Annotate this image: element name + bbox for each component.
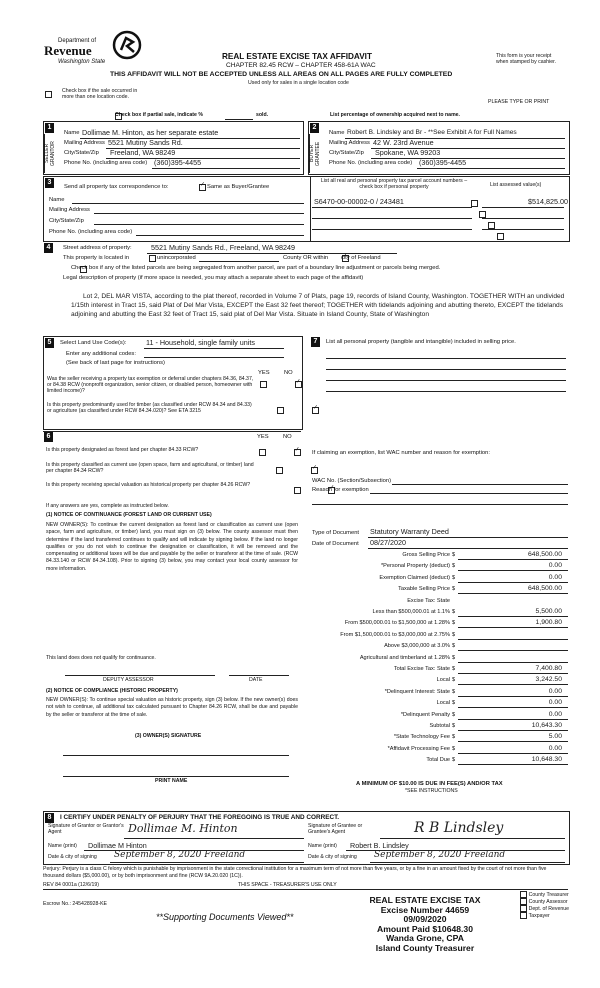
buyer-name-field[interactable]: Robert B. Lindsley and Br - **See Exhibit A for Full Names [347, 129, 517, 136]
buyer-city-field[interactable]: Spokane, WA 99203 [375, 148, 441, 157]
buyer-name-label: Name [329, 130, 345, 136]
sec5-q1: Was the seller receiving a property tax exemption or deferral under chapters 84.36, 84.37, or 84.38 RCW (nonprofit organization, senior citizen, or disabled person, homeowner with limited income)? [47, 376, 254, 394]
wac-label: WAC No. (Section/Subsection) [312, 478, 392, 484]
tax-row-value[interactable]: 0.00 [548, 573, 562, 581]
tax-row-dollar: $ [452, 643, 456, 650]
sec6-q2-yes[interactable] [276, 467, 283, 474]
dept-revenue-label: Dept. of Revenue [528, 906, 570, 913]
correspondence-label: Send all property tax correspondence to: [64, 184, 169, 190]
forest-current-use-section [43, 431, 301, 791]
county-treasurer-checkbox[interactable] [520, 891, 527, 898]
reason-field[interactable] [370, 493, 568, 494]
same-as-buyer-checkbox[interactable] [199, 184, 206, 191]
notice2-body: NEW OWNER(S): To continue special valuation as historic property, sign (3) below. If the new owner(s) does not wish to continue, all additional tax calculated pursuant to Chapter 84.26 RCW, shall be due and payable by the seller or transferor at the time of sale. [46, 697, 298, 718]
minimum-note: A MINIMUM OF $10.00 IS DUE IN FEE(S) AND/OR TAX [356, 781, 503, 787]
personal-property-section [310, 336, 568, 400]
print-name-label: PRINT NAME [155, 778, 188, 784]
section-6-number: 6 [44, 432, 53, 442]
segregated-label: Check box if any of the listed parcels are being segregated from another parcel, are part of a boundary line adjustment or parcels being merged. [71, 265, 441, 271]
tax-row-label: Exemption Claimed (deduct) [379, 574, 450, 581]
wac-field[interactable] [392, 484, 568, 485]
located-in-label: This property is located in [63, 255, 130, 261]
tax-row-dollar: $ [452, 654, 456, 661]
tax-row-dollar: $ [452, 620, 456, 627]
type-print-note: PLEASE TYPE OR PRINT [488, 99, 550, 105]
tax-row-line [458, 673, 568, 674]
sec6-q1-yes[interactable] [259, 449, 266, 456]
tax-row-label: From $1,500,000.01 to $3,000,000 at 2.75% [340, 631, 450, 638]
street-field[interactable]: 5521 Mutiny Sands Rd., Freeland, WA 98249 [151, 243, 295, 252]
section-1-number: 1 [45, 123, 54, 133]
tax-row-label: *Personal Property (deduct) [380, 563, 450, 570]
county-treasurer-label: County Treasurer [528, 892, 569, 899]
certify-statement: I CERTIFY UNDER PENALTY OF PERJURY THAT THE FOREGOING IS TRUE AND CORRECT. [60, 814, 340, 821]
dept-line2: Revenue [44, 43, 92, 58]
county-assessor-checkbox[interactable] [520, 898, 527, 905]
tax-row-line [458, 719, 568, 720]
corr-phone-field[interactable] [136, 235, 304, 236]
seller-section [43, 121, 304, 175]
grantor-sig-label: Signature of Grantor or Grantor's Agent [48, 823, 124, 835]
tax-row-value[interactable]: 0.00 [548, 699, 562, 707]
tax-row-value[interactable]: 1,900.80 [535, 619, 562, 627]
street-label: Street address of property: [63, 245, 132, 251]
see-back-note: (See back of last page for instructions) [66, 360, 165, 366]
stamp-line-6: Island County Treasurer [375, 942, 475, 953]
tax-row-label: *State Technology Fee [393, 734, 450, 741]
legal-desc-label: Legal description of property (if more space is needed, you may attach a separate sheet to each page of the affidavit) [63, 275, 364, 281]
seller-city-field[interactable]: Freeland, WA 98249 [110, 148, 176, 157]
sec6-q2-no[interactable] [311, 467, 318, 474]
sec6-q3-yes[interactable] [294, 487, 301, 494]
corr-addr-label: Mailing Address [49, 207, 90, 213]
tax-row-line [458, 639, 568, 640]
dept-line3: Washington State [58, 59, 106, 65]
tax-row-label: Local [436, 677, 450, 684]
property-section [43, 243, 568, 331]
tax-row-value[interactable]: 5,500.00 [535, 608, 562, 615]
section-2-number: 2 [310, 123, 319, 133]
pct-ownership-note: List percentage of ownership acquired next to name. [330, 112, 461, 118]
deputy-label: DEPUTY ASSESSOR [103, 677, 154, 683]
tax-row-label: Above $3,000,000 at 3.0% [384, 643, 450, 650]
tax-calculation-table [312, 552, 568, 792]
parcel-1-checkbox[interactable] [471, 200, 478, 207]
notice1-body: NEW OWNER(S): To continue the current designation as forest land or classification as current use (open space, farm and agriculture, or timber) land, you must sign on (3) below. The county assessor must then determine if the land transferred continues to qualify and will indicate by signing below. If the land no longer qualifies or you do not wish to continue the designation or classification, it will be removed and the compensating or additional taxes will be due and payable by the seller or transferor at the time of sale. (RCW 84.33.140 or RCW 84.34.108). Prior to signing (3) below, you may contact your local county assessor for more information. [46, 522, 298, 572]
stamp-line-5: Wanda Grone, CPA [386, 933, 464, 944]
tax-row-line [458, 753, 568, 754]
sec5-q2: Is this property predominantly used for timber (as classified under RCW 84.34 and 84.33) or agriculture (as classified under RCW 84.34.020)? See ETA 3215 [47, 402, 252, 414]
seller-city-label: City/State/Zip [64, 150, 99, 156]
dept-line1: Department of [58, 38, 97, 44]
parcel-3-checkbox[interactable] [488, 222, 495, 229]
tax-row-line [458, 684, 568, 685]
perjury-statement: Perjury: Perjury is a class C felony which is punishable by imprisonment in the state correctional institution for a maximum term of not more than five years, or by a fine in an amount fixed by the court of not more than five thousand dollars ($5,000.00), or by both imprisonment and fine (RCW 9A.20.020 (1C)). [43, 866, 547, 879]
notice2-title: (2) NOTICE OF COMPLIANCE (HISTORIC PROPERTY) [46, 688, 178, 694]
tax-row-dollar: $ [452, 631, 456, 638]
corr-name-label: Name [49, 197, 65, 203]
tax-row-value[interactable]: 10,648.30 [531, 756, 562, 764]
grantor-signature[interactable]: Dollimae M. Hinton [128, 822, 238, 835]
personal-prop-label: List all personal property (tangible and intangible) included in selling price. [326, 339, 516, 345]
tax-row-value[interactable]: 0.00 [548, 687, 562, 695]
tax-row-value[interactable]: 5.00 [548, 733, 562, 741]
same-as-buyer-label: Same as Buyer/Grantee [207, 184, 270, 190]
sec6-q1-no[interactable] [294, 449, 301, 456]
stamp-line-4: Amount Paid $10648.30 [376, 923, 473, 934]
correspondence-section [43, 176, 570, 242]
grantor-date-label: Date & city of signing [48, 854, 97, 860]
tax-row-value[interactable]: 0.00 [548, 562, 562, 570]
receipt-note-2: when stamped by cashier. [496, 59, 556, 65]
tax-row-line [458, 741, 568, 742]
grantee-print-name[interactable]: Robert B. Lindsley [350, 841, 409, 850]
if-yes-note: If any answers are yes, complete as instructed below. [46, 503, 169, 509]
sold-label: sold. [256, 112, 269, 118]
sec5-q1-no[interactable] [295, 381, 302, 388]
see-instructions-note: *SEE INSTRUCTIONS [405, 788, 458, 794]
usage-note: Used only for sales in a single location code [248, 80, 349, 86]
section-5-number: 5 [45, 338, 54, 348]
section-8-number: 8 [45, 813, 54, 823]
tax-row-line [458, 662, 568, 663]
buyer-city-label: City/State/Zip [329, 150, 364, 156]
buyer-addr-field[interactable]: 42 W. 23rd Avenue [373, 138, 434, 147]
stamp-line-3: 09/09/2020 [403, 914, 447, 925]
sec6-q2: Is this property classified as current use (open space, farm and agricultural, or timber) land per chapter 84.34 RCW? [46, 462, 254, 474]
multi-location-checkbox[interactable] [45, 91, 52, 98]
tax-row-value[interactable]: 10,643.30 [531, 722, 562, 729]
parcel-2-checkbox[interactable] [479, 211, 486, 218]
reason-label: Reason for exemption [312, 487, 369, 493]
sec5-q1-yes[interactable] [260, 381, 267, 388]
tax-row-value[interactable]: 3,242.50 [535, 676, 562, 684]
tax-row-dollar: $ [452, 574, 456, 581]
tax-row-line [458, 559, 568, 560]
tax-row-dollar: $ [452, 552, 456, 558]
additional-codes-label: Enter any additional codes: [66, 351, 136, 357]
tax-row-label: *Delinquent Penalty [400, 711, 450, 718]
assessed-value[interactable]: $514,825.00 [528, 197, 568, 206]
signature-section [43, 811, 570, 865]
sec5-yes-header: YES [258, 370, 270, 376]
parcel-4-checkbox[interactable] [497, 233, 504, 240]
seller-name-label: Name [64, 130, 80, 136]
unincorporated-label: unincorporated [157, 255, 196, 261]
supporting-docs-note: **Supporting Documents Viewed** [156, 912, 294, 922]
county-or-within-label: County OR within [283, 255, 329, 261]
owner-print-line[interactable] [63, 776, 289, 777]
tax-row-line [458, 582, 568, 583]
grantee-sig-label: Signature of Grantee or Grantee's Agent [308, 823, 363, 835]
doc-date-label: Date of Document [312, 541, 359, 547]
form-subtitle: CHAPTER 82.45 RCW – CHAPTER 458-61A WAC [226, 62, 376, 69]
stamp-line-1: REAL ESTATE EXCISE TAX [369, 895, 481, 905]
tax-row-dollar: $ [452, 723, 456, 729]
legal-description[interactable]: Lot 2, DEL MAR VISTA, according to the plat thereof, recorded in Volume 7 of Plats, page 19, records of Island County, Washington. TOGETHER WITH an undivided 1/15th interest in Tract 15, said Plat of Del Mar Vista, EXCEPT the East 32 feet thereof; TOGETHER with tidelands adjoining and abutting thereto, EXCEPT the tidelands adjoining and abutting the East 32 feet of Tract 15, said plat of Del Mar Vista. Situate in Island County, State of Washington [71, 293, 565, 318]
sec6-q3: Is this property receiving special valuation as historical property per chapter 84.26 RCW? [46, 482, 251, 488]
tax-row-line [458, 570, 568, 571]
corr-phone-label: Phone No. (including area code) [49, 229, 133, 235]
deputy-date-line[interactable] [229, 675, 289, 676]
warning-banner: THIS AFFIDAVIT WILL NOT BE ACCEPTED UNLESS ALL AREAS ON ALL PAGES ARE FULLY COMPLETED [110, 71, 453, 78]
tax-row-label: Total Due [426, 757, 450, 764]
tax-row-value[interactable]: 0.00 [548, 744, 562, 752]
grantee-date-label: Date & city of signing [308, 854, 357, 860]
tax-row-label: Agricultural and timberland at 1.28% [359, 654, 450, 661]
buyer-section [308, 121, 570, 175]
sec5-no-header: NO [284, 370, 293, 376]
tax-row-line [458, 616, 568, 617]
rev-number: REV 84 0001a (12/6/19) [43, 882, 99, 888]
qualify-note: This land does does not qualify for continuance. [46, 655, 156, 661]
dept-revenue-checkbox[interactable] [520, 905, 527, 912]
treasurer-stamp [350, 896, 500, 954]
form-title: REAL ESTATE EXCISE TAX AFFIDAVIT [222, 52, 372, 61]
grantor-print-label: Name (print) [48, 843, 77, 849]
taxpayer-label: Taxpayer [528, 913, 550, 920]
owner-signature-line[interactable] [63, 755, 289, 756]
sec6-yes-header: YES [257, 434, 269, 440]
partial-sale-label: Check box if partial sale, indicate % [115, 112, 203, 118]
section-4-number: 4 [44, 243, 53, 253]
tax-row-label: Taxable Selling Price [398, 586, 450, 593]
tax-row-dollar: $ [452, 757, 456, 764]
tax-row-dollar: $ [452, 734, 456, 741]
section-7-number: 7 [311, 337, 320, 347]
section-3-number: 3 [45, 178, 54, 188]
corr-addr-field[interactable] [94, 213, 304, 214]
tax-row-value[interactable]: 648,500.00 [527, 585, 562, 593]
seller-addr-label: Mailing Address [64, 140, 105, 146]
owner-sig-label: (3) OWNER(S) SIGNATURE [135, 733, 202, 739]
tax-row-line [458, 650, 568, 651]
buyer-phone-label: Phone No. (including area code) [329, 160, 413, 166]
tax-row-line [458, 730, 568, 731]
treasurer-space-label: THIS SPACE - TREASURER'S USE ONLY [238, 882, 337, 888]
seller-vlabel: SELLER GRANTOR [44, 134, 57, 173]
seller-phone-label: Phone No. (including area code) [64, 160, 148, 166]
tax-row-label: *Delinquent Interest: State [384, 688, 450, 695]
tax-row-line [458, 593, 568, 594]
tax-row-value[interactable]: 0.00 [548, 710, 562, 718]
buyer-vlabel: BUYER GRANTEE [309, 134, 322, 173]
grantee-date-city[interactable]: September 8, 2020 Freeland [374, 850, 506, 860]
tax-row-dollar: $ [452, 745, 456, 752]
tax-row-line [458, 764, 568, 765]
unincorporated-checkbox[interactable] [149, 255, 156, 262]
sec5-q2-no[interactable] [312, 407, 319, 414]
tax-row-value[interactable]: 7,400.80 [535, 665, 562, 672]
buyer-addr-label: Mailing Address [329, 140, 370, 146]
grantor-print-name[interactable]: Dollimae M Hinton [88, 841, 147, 850]
parcel-header: List all real and personal property tax parcel account numbers – check box if personal property [320, 178, 468, 190]
tax-row-label: Less than $500,000.01 at 1.1% [372, 609, 450, 615]
land-use-label: Select Land Use Code(s): [60, 340, 127, 346]
wa-logo-icon [112, 30, 142, 60]
exemption-label: If claiming an exemption, list WAC number and reason for exemption: [312, 450, 490, 456]
sec6-no-header: NO [283, 434, 292, 440]
tax-row-dollar: $ [452, 609, 456, 615]
tax-row-dollar: $ [452, 563, 456, 570]
multi-location-label: Check box if the sale occurred in more than one location code. [62, 88, 138, 100]
receipt-note-1: This form is your receipt [496, 53, 552, 59]
tax-row-dollar: $ [452, 677, 456, 684]
tax-row-line [458, 627, 568, 628]
doc-type-field[interactable]: Statutory Warranty Deed [370, 527, 449, 536]
escrow-number: Escrow No.: 245428928-KE [43, 901, 108, 907]
assessed-header: List assessed value(s) [490, 182, 542, 188]
tax-row-dollar: $ [452, 586, 456, 593]
partial-sale-pct[interactable] [225, 119, 253, 120]
seller-name-field[interactable]: Dollimae M. Hinton, as her separate estate [82, 128, 219, 137]
grantee-print-label: Name (print) [308, 843, 337, 849]
tax-row-label: From $500,000.01 to $1,500,000 at 1.28% [344, 620, 450, 627]
corr-city-label: City/State/Zip [49, 218, 84, 224]
grantee-signature[interactable]: R B Lindsley [414, 820, 504, 836]
tax-row-label: Local [436, 700, 450, 707]
tax-row-line [458, 707, 568, 708]
seller-addr-field[interactable]: 5521 Mutiny Sands Rd. [108, 138, 183, 147]
tax-row-dollar: $ [452, 700, 456, 707]
deputy-assessor-line[interactable] [65, 675, 215, 676]
notice1-title: (1) NOTICE OF CONTINUANCE (FOREST LAND OR CURRENT USE) [46, 512, 212, 518]
tax-row-label: Total Excise Tax: State [393, 666, 450, 672]
doc-date-field[interactable]: 08/27/2020 [370, 538, 406, 547]
stamp-line-2: Excise Number 44659 [380, 904, 470, 915]
tax-row-dollar: $ [452, 666, 456, 672]
deputy-date-label: DATE [249, 677, 263, 683]
grantor-date-city[interactable]: September 8, 2020 Freeland [114, 850, 246, 860]
dor-logo [42, 30, 142, 66]
tax-row-dollar: $ [452, 711, 456, 718]
buyer-phone-field[interactable]: (360)395-4455 [419, 158, 467, 167]
land-use-section [43, 336, 303, 430]
seller-phone-field[interactable]: (360)395-4455 [154, 158, 202, 167]
county-assessor-label: County Assessor [528, 899, 568, 906]
parcel-number[interactable]: S6470-00-00002-0 / 243481 [314, 197, 404, 206]
tax-row-label: Subtotal [429, 723, 450, 729]
sec6-q1: Is this property designated as forest land per chapter 84.33 RCW? [46, 447, 199, 453]
sec5-q2-yes[interactable] [277, 407, 284, 414]
corr-city-field[interactable] [94, 224, 304, 225]
tax-row-line [458, 696, 568, 697]
tax-row-dollar: $ [452, 688, 456, 695]
city-of-label: city of Freeland [341, 255, 381, 261]
land-use-field[interactable]: 11 - Household, single family units [146, 338, 255, 347]
tax-row-label: Gross Selling Price [402, 552, 450, 558]
tax-row-label: Excise Tax: State [407, 597, 450, 604]
taxpayer-checkbox[interactable] [520, 912, 527, 919]
tax-row-value[interactable]: 648,500.00 [527, 551, 562, 558]
tax-row-label: *Affidavit Processing Fee [387, 745, 450, 752]
distribution-list [520, 891, 580, 919]
doc-type-label: Type of Document [312, 530, 360, 536]
additional-codes-field[interactable] [144, 357, 284, 358]
corr-name-field[interactable] [72, 203, 304, 204]
